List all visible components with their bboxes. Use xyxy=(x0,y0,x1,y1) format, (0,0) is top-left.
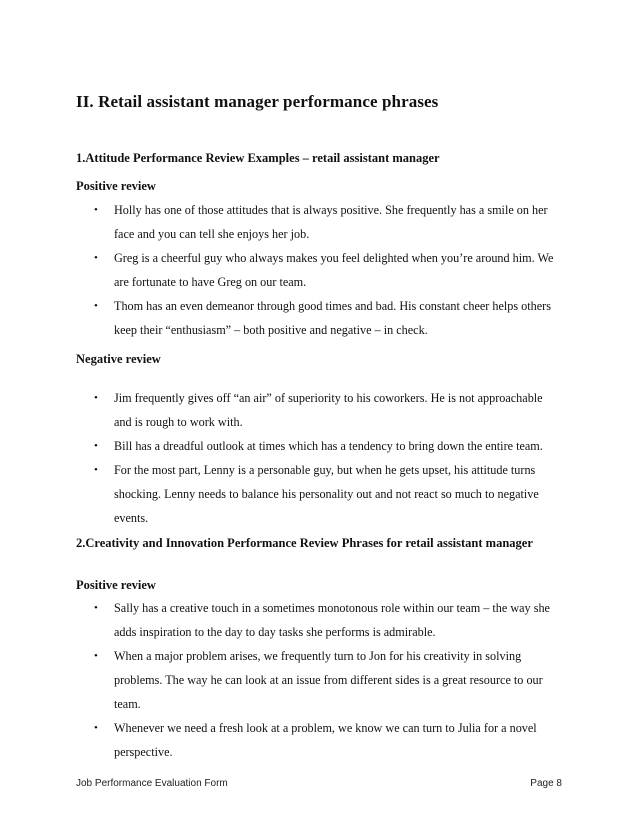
bullet-icon: • xyxy=(94,722,98,734)
section-1-negative-label: Negative review xyxy=(76,352,161,366)
bullet-icon: • xyxy=(94,440,98,452)
bullet-icon: • xyxy=(94,300,98,312)
bullet-icon: • xyxy=(94,650,98,662)
section-1-title: 1.Attitude Performance Review Examples – retail assistant manager xyxy=(76,151,440,165)
list-item: • Whenever we need a fresh look at a problem, we know we can turn to Julia for a novel perspective. xyxy=(92,716,562,764)
bullet-icon: • xyxy=(94,204,98,216)
bullet-icon: • xyxy=(94,602,98,614)
list-item: • Thom has an even demeanor through good times and bad. His constant cheer helps others keep their “enthusiasm” – both positive and negative – in check. xyxy=(92,294,562,342)
footer-form-name: Job Performance Evaluation Form xyxy=(76,778,228,789)
section-1-positive-list xyxy=(92,198,562,342)
list-item: • Jim frequently gives off “an air” of superiority to his coworkers. He is not approachable and is rough to work with. xyxy=(92,386,562,434)
section-2-positive-list xyxy=(92,596,562,764)
list-item: • Greg is a cheerful guy who always makes you feel delighted when you’re around him. We are fortunate to have Greg on our team. xyxy=(92,246,562,294)
section-1-negative-list xyxy=(92,386,562,530)
bullet-icon: • xyxy=(94,252,98,264)
bullet-icon: • xyxy=(94,392,98,404)
footer-page-number: Page 8 xyxy=(530,778,562,789)
list-item: • Holly has one of those attitudes that is always positive. She frequently has a smile on her face and you can tell she enjoys her job. xyxy=(92,198,562,246)
list-item: • Sally has a creative touch in a sometimes monotonous role within our team – the way she adds inspiration to the day to day tasks she performs is admirable. xyxy=(92,596,562,644)
list-item: • When a major problem arises, we frequently turn to Jon for his creativity in solving problems. The way he can look at an issue from different sides is a great resource to our team. xyxy=(92,644,562,716)
bullet-icon: • xyxy=(94,464,98,476)
list-item: • Bill has a dreadful outlook at times which has a tendency to bring down the entire team. xyxy=(92,434,562,458)
section-2-positive-label: Positive review xyxy=(76,578,156,592)
page-heading: II. Retail assistant manager performance phrases xyxy=(76,92,439,111)
section-2-title: 2.Creativity and Innovation Performance Review Phrases for retail assistant manager xyxy=(76,536,533,550)
list-item: • For the most part, Lenny is a personable guy, but when he gets upset, his attitude turns shocking. Lenny needs to balance his personality out and not react so much to negative events. xyxy=(92,458,562,530)
section-1-positive-label: Positive review xyxy=(76,179,156,193)
